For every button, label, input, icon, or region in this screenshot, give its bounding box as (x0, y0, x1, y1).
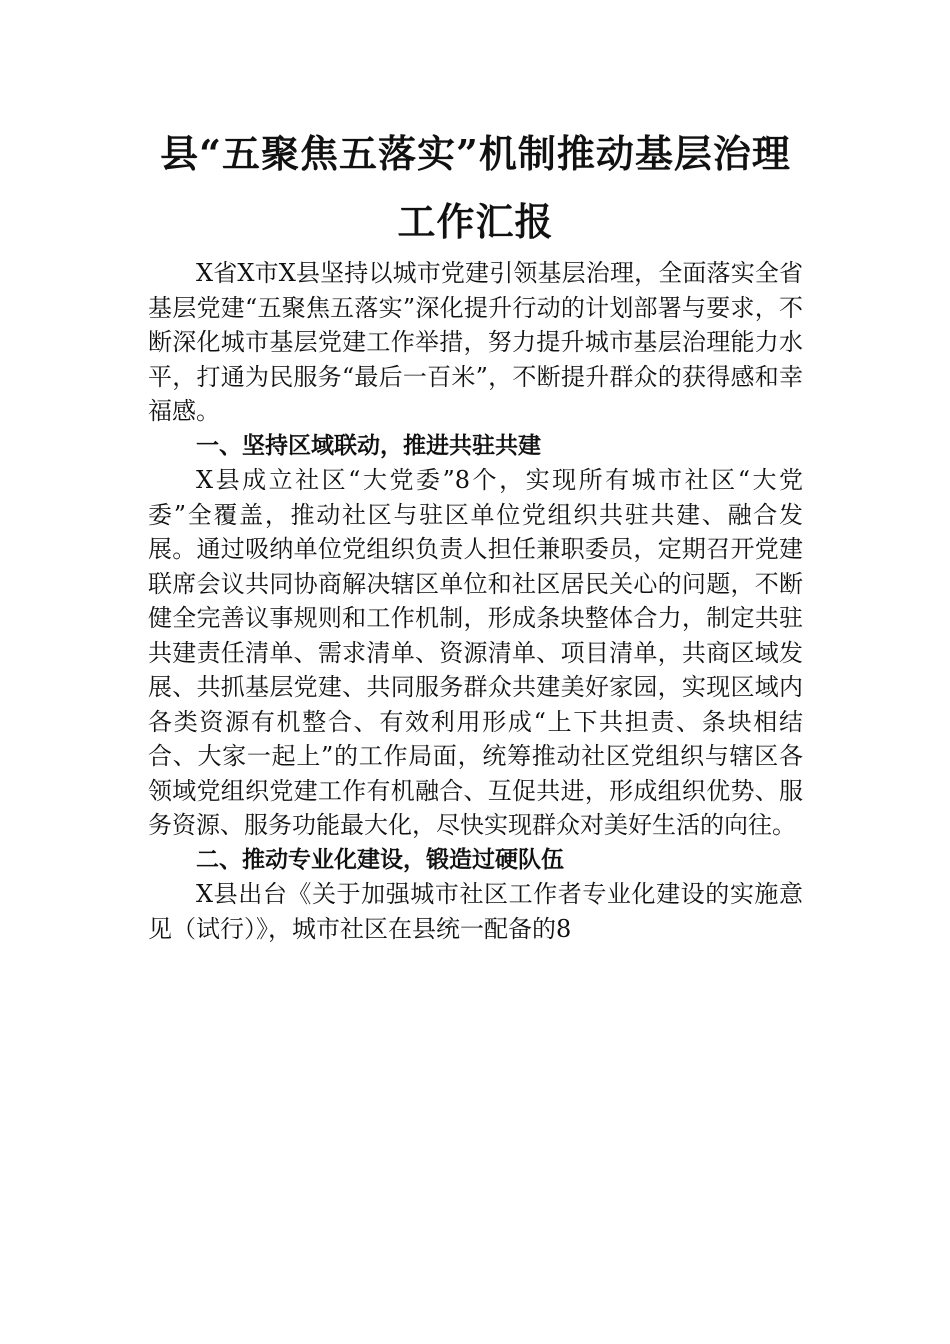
section-1-paragraph: X县成立社区“大党委”8个，实现所有城市社区“大党委”全覆盖，推动社区与驻区单位党组织共驻共建、融合发展。通过吸纳单位党组织负责人担任兼职委员，定期召开党建联席会议共同协商解决辖区单位和社区居民关心的问题，不断健全完善议事规则和工作机制，形成条块整体合力，制定共驻共建责任清单、需求清单、资源清单、项目清单，共商区域发展、共抓基层党建、共同服务群众共建美好家园，实现区域内各类资源有机整合、有效利用形成“上下共担责、条块相结合、大家一起上”的工作局面，统筹推动社区党组织与辖区各领域党组织党建工作有机融合、互促共进，形成组织优势、服务资源、服务功能最大化，尽快实现群众对美好生活的向往。 (148, 466, 803, 839)
intro-paragraph: X省X市X县坚持以城市党建引领基层治理，全面落实全省基层党建“五聚焦五落实”深化提升行动的计划部署与要求，不断深化城市基层党建工作举措，努力提升城市基层治理能力水平，打通为民服务“最后一百米”，不断提升群众的获得感和幸福感。 (148, 259, 803, 425)
section-heading-1: 一、坚持区域联动，推进共驻共建 (196, 432, 541, 459)
section-heading-2: 二、推动专业化建设，锻造过硬队伍 (196, 846, 564, 873)
document-body (148, 256, 803, 946)
document-title: 县“五聚焦五落实”机制推动基层治理工作汇报 (160, 131, 791, 244)
section-2-paragraph: X县出台《关于加强城市社区工作者专业化建设的实施意见（试行）》，城市社区在县统一配备的8 (148, 880, 803, 943)
